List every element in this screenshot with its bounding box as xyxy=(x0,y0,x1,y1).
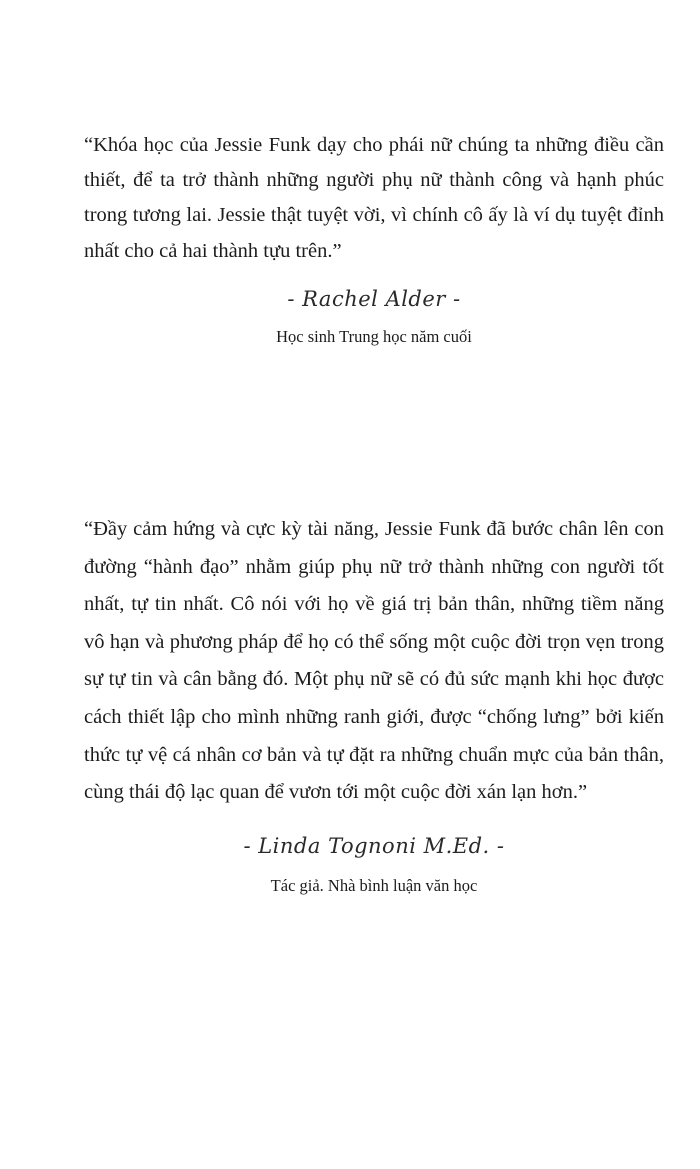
testimonial-1 xyxy=(84,128,664,347)
testimonial-2 xyxy=(84,511,664,896)
testimonial-attribution: Học sinh Trung học năm cuối xyxy=(276,326,472,346)
testimonial-signature: - Linda Tognoni M.Ed. - xyxy=(243,833,505,858)
testimonial-quote: “Khóa học của Jessie Funk dạy cho phái nữ chúng ta những điều cần thiết, để ta trở thành những người phụ nữ thành công và hạnh phúc trong tương lai. Jessie thật tuyệt vời, vì chính cô ấy là ví dụ tuyệt đỉnh nhất cho cả hai thành tựu trên.” xyxy=(84,134,664,262)
testimonial-attribution: Tác giả. Nhà bình luận văn học xyxy=(270,875,478,895)
testimonial-quote: “Đầy cảm hứng và cực kỳ tài năng, Jessie Funk đã bước chân lên con đường “hành đạo” nhằm giúp phụ nữ trở thành những con người tốt nhất, tự tin nhất. Cô nói với họ về giá trị bản thân, những tiềm năng vô hạn và phương pháp để họ có thể sống một cuộc đời trọn vẹn trong sự tự tin và cân bằng đó. Một phụ nữ sẽ có đủ sức mạnh khi học được cách thiết lập cho mình những ranh giới, được “chống lưng” bởi kiến thức tự vệ cá nhân cơ bản và tự đặt ra những chuẩn mực của bản thân, cùng thái độ lạc quan để vươn tới một cuộc đời xán lạn hơn.” xyxy=(84,518,664,804)
testimonial-signature: - Rachel Alder - xyxy=(287,286,461,311)
